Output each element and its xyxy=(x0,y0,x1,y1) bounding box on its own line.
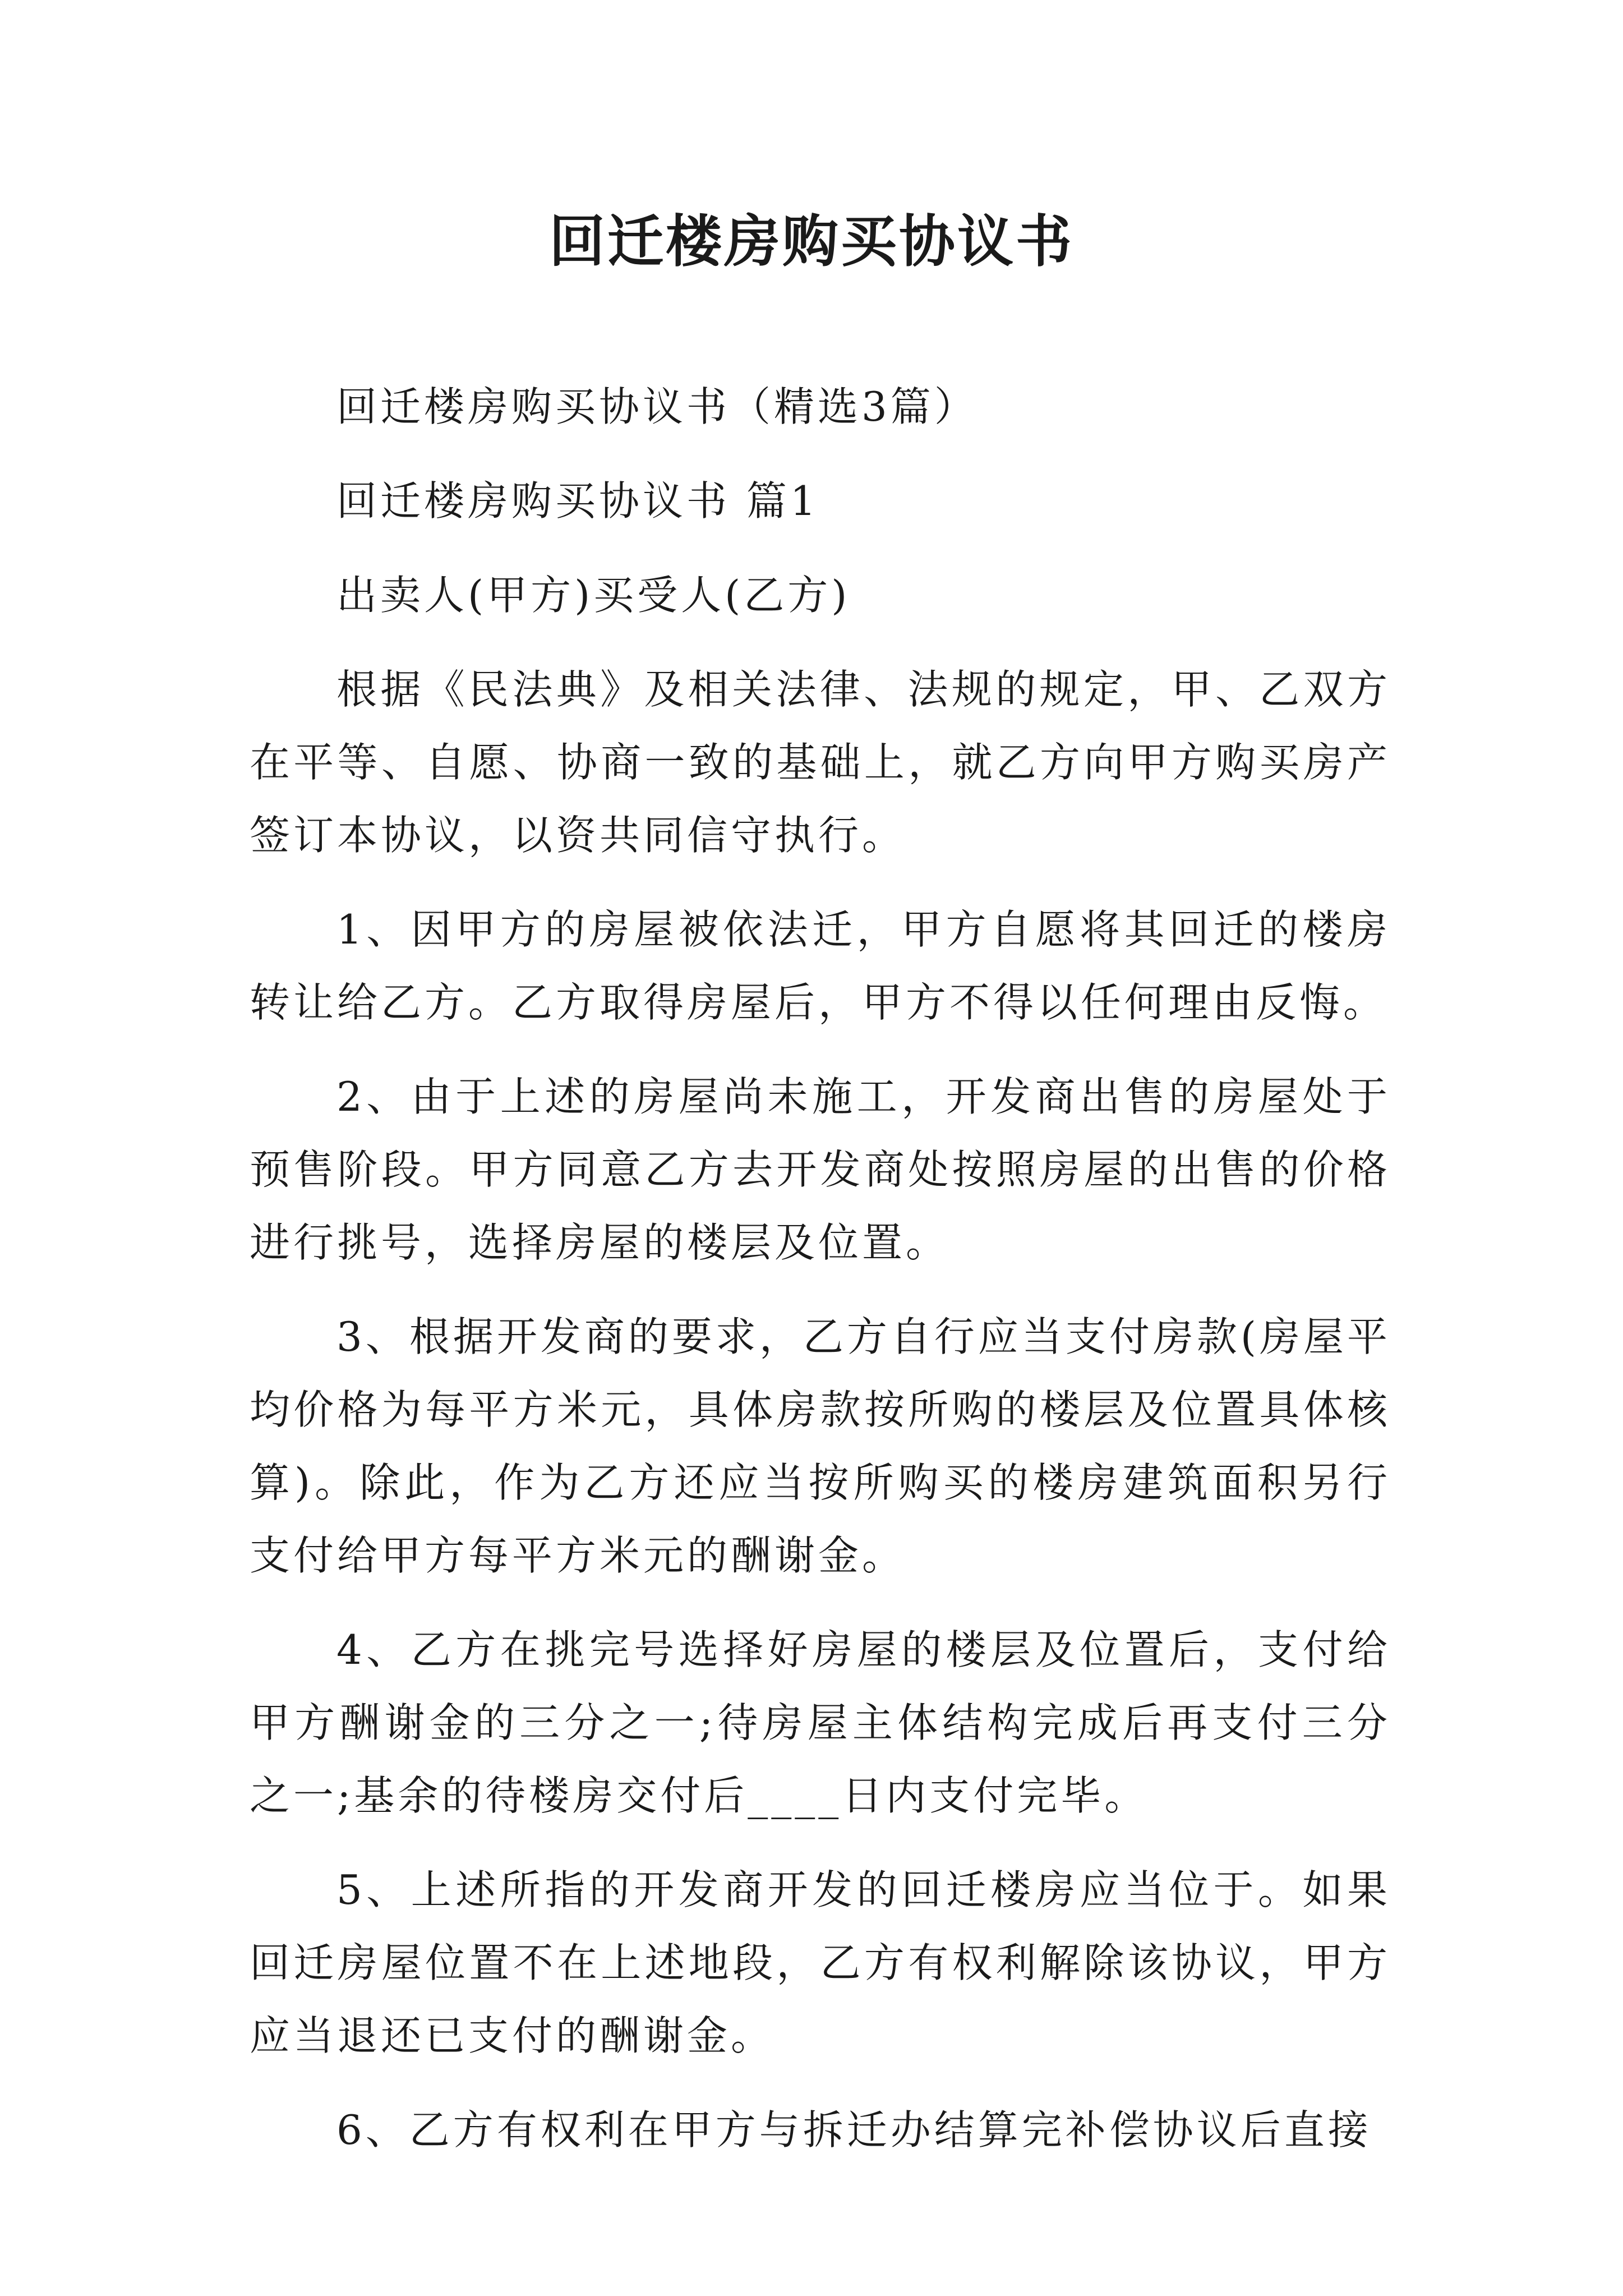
paragraph-clause-1: 1、因甲方的房屋被依法迁，甲方自愿将其回迁的楼房转让给乙方。乙方取得房屋后，甲方不得以任何理由反悔。 xyxy=(250,906,1391,1026)
paragraph-parties: 出卖人(甲方)买受人(乙方) xyxy=(336,572,851,619)
paragraph-subtitle: 回迁楼房购买协议书（精选3篇） xyxy=(336,383,978,430)
paragraph-clause-5: 5、上述所指的开发商开发的回迁楼房应当位于。如果回迁房屋位置不在上述地段，乙方有权利解除该协议，甲方应当退还已支付的酬谢金。 xyxy=(250,1866,1391,2059)
paragraph-clause-4: 4、乙方在挑完号选择好房屋的楼层及位置后，支付给甲方酬谢金的三分之一;待房屋主体结构完成后再支付三分之一;基余的待楼房交付后____日内支付完毕。 xyxy=(250,1626,1391,1819)
paragraph-clause-2: 2、由于上述的房屋尚未施工，开发商出售的房屋处于预售阶段。甲方同意乙方去开发商处按照房屋的出售的价格进行挑号，选择房屋的楼层及位置。 xyxy=(250,1073,1391,1266)
paragraph-clause-3: 3、根据开发商的要求，乙方自行应当支付房款(房屋平均价格为每平方米元，具体房款按所购的楼层及位置具体核算)。除此，作为乙方还应当按所购买的楼房建筑面积另行支付给甲方每平方米元的酬谢金。 xyxy=(250,1313,1391,1579)
paragraph-preamble: 根据《民法典》及相关法律、法规的规定，甲、乙双方在平等、自愿、协商一致的基础上，就乙方向甲方购买房产签订本协议，以资共同信守执行。 xyxy=(250,666,1391,859)
paragraph-clause-6: 6、乙方有权利在甲方与拆迁办结算完补偿协议后直接 xyxy=(336,2106,1372,2154)
paragraph-part-heading: 回迁楼房购买协议书 篇1 xyxy=(336,477,819,524)
document-body xyxy=(250,370,1391,2188)
document-title: 回迁楼房购买协议书 xyxy=(549,208,1074,274)
